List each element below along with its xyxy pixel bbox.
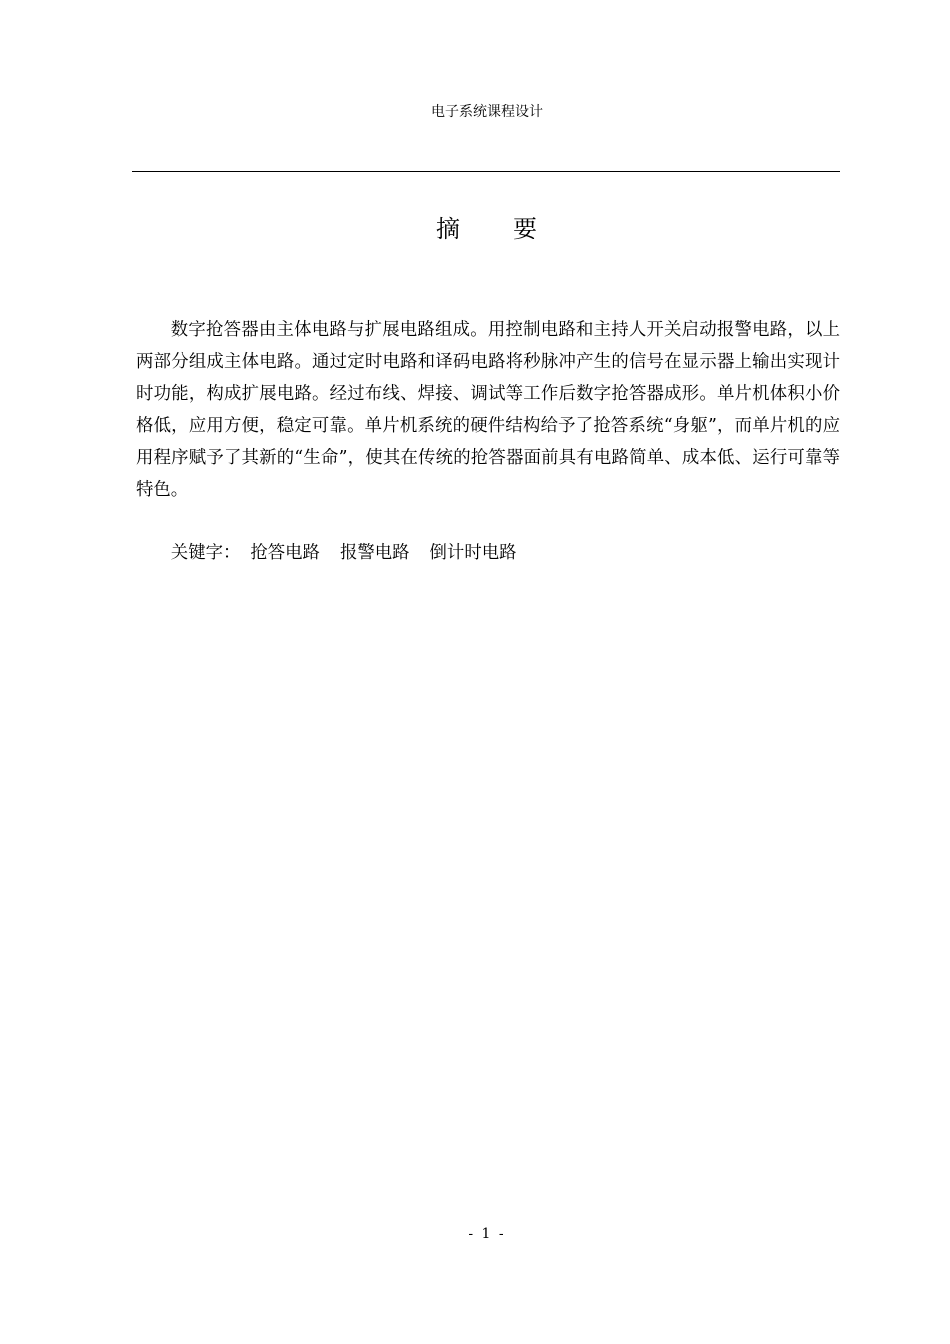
keyword-item: 倒计时电路 [429, 543, 517, 563]
abstract-title-char-2: 要 [513, 215, 538, 243]
abstract-body: 数字抢答器由主体电路与扩展电路组成。用控制电路和主持人开关启动报警电路，以上两部分组成主体电路。通过定时电路和译码电路将秒脉冲产生的信号在显示器上输出实现计时功能，构成扩展电路。经过布线、焊接、调试等工作后数字抢答器成形。单片机体积小价格低，应用方便，稳定可靠。单片机系统的硬件结构给予了抢答系统“身躯”，而单片机的应用程序赋予了其新的“生命”，使其在传统的抢答器面前具有电路简单、成本低、运行可靠等特色。 [136, 320, 840, 500]
keyword-item: 报警电路 [339, 543, 410, 563]
page-number: - 1 - [468, 1226, 506, 1242]
abstract-title-char-1: 摘 [436, 215, 461, 243]
keywords-line [136, 538, 875, 568]
running-header: 电子系统课程设计 [431, 104, 543, 120]
abstract-title [0, 212, 950, 246]
keywords-label: 关键字： [170, 543, 241, 563]
header-divider [132, 171, 840, 172]
keyword-item: 抢答电路 [250, 543, 320, 563]
